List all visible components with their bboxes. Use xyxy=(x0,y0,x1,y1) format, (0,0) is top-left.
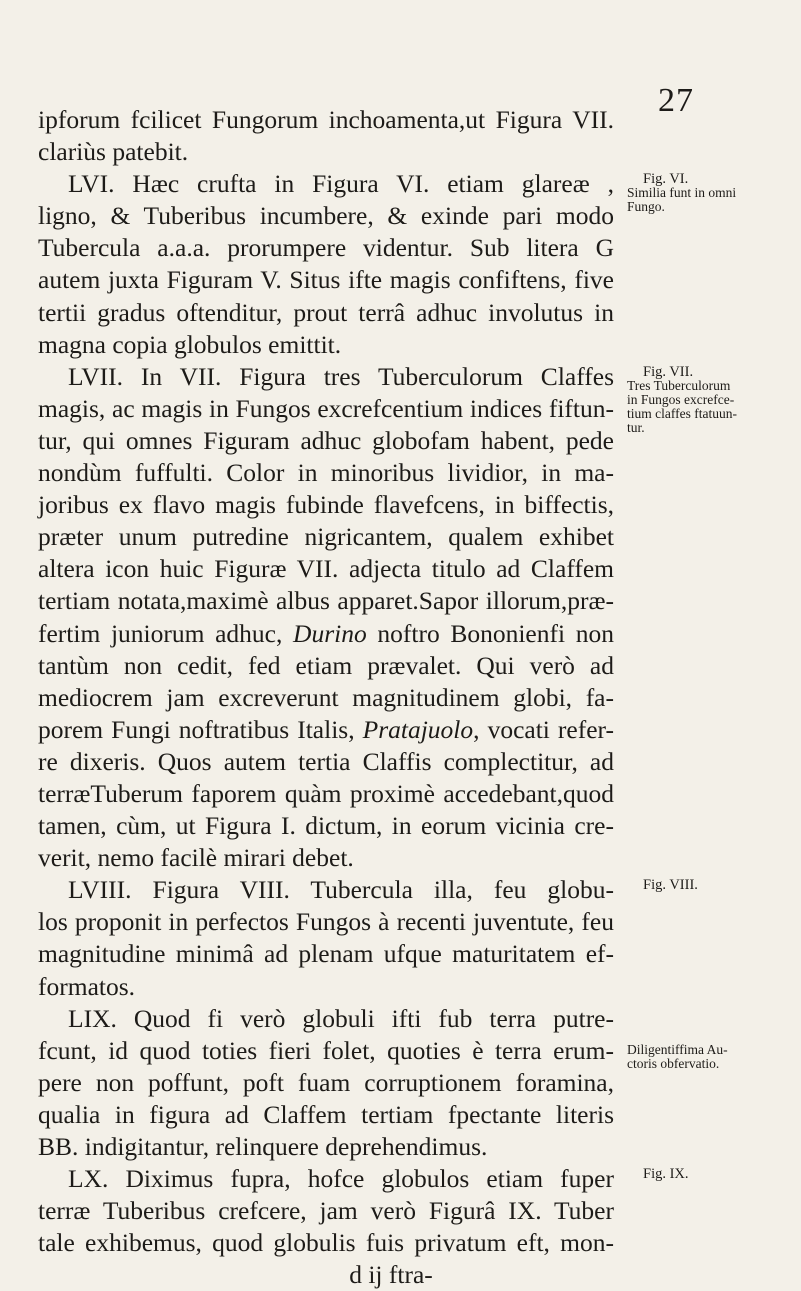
italic-term: Durino xyxy=(293,618,367,648)
margin-note-text: Diligentiffima Au- xyxy=(627,1041,728,1057)
margin-note xyxy=(627,1043,797,1071)
main-text-column xyxy=(38,104,614,1291)
italic-term: Pratajuolo xyxy=(362,714,474,744)
text-line: Tubercula a.a.a. prorumpere videntur. Sub litera G xyxy=(38,233,614,263)
text-line: mediocrem jam excreverunt magnitudinem globi, fa- xyxy=(38,682,614,712)
text-line: terræTuberum faporem quàm proximè accedebant,quod xyxy=(38,778,614,808)
text-line: BB. indigitantur, relinquere deprehendimus. xyxy=(38,1132,488,1161)
text-line: joribus ex flavo magis fubinde flavefcens, in biffectis, xyxy=(38,490,614,520)
margin-note xyxy=(627,878,797,892)
margin-note xyxy=(627,365,797,435)
text-line: tertiam notata,maximè albus apparet.Sapor illorum,præ- xyxy=(38,586,614,616)
margin-note xyxy=(627,1167,797,1181)
margin-note-text: in Fungos excrefce- xyxy=(627,391,735,407)
text-line: tertii gradus oftenditur, prout terrâ adhuc involutus in xyxy=(38,297,614,327)
text-line: ligno, & Tuberibus incumbere, & exinde pari modo xyxy=(38,201,614,231)
margin-figure-ref: Fig. VII. xyxy=(643,363,694,380)
text-line: magis, ac magis in Fungos excrefcentium indices fiftun- xyxy=(38,393,614,423)
text-line: clariùs patebit. xyxy=(38,137,189,167)
text-line: magnitudine minimâ ad plenam ufque maturitatem ef- xyxy=(38,939,614,969)
text-line: verit, nemo facilè mirari debet. xyxy=(38,843,354,873)
text-line: ipforum fcilicet Fungorum inchoamenta,ut Figura VII. xyxy=(38,105,614,134)
margin-note-text: Similia funt in omni xyxy=(627,185,737,201)
margin-note-text: tur. xyxy=(627,419,645,435)
text-line: LVI. Hæc crufta in Figura VI. etiam glareæ , xyxy=(68,169,614,199)
text-line: pere non poffunt, poft fuam corruptionem foramina, xyxy=(38,1067,614,1097)
text-line: præter unum putredine nigricantem, qualem exhibet xyxy=(38,522,614,552)
text-line: LX. Diximus fupra, hofce globulos etiam fuper xyxy=(68,1164,614,1194)
text-line: altera icon huic Figuræ VII. adjecta titulo ad Claffem xyxy=(38,554,614,584)
text-line: LVII. In VII. Figura tres Tuberculorum Claffes xyxy=(68,361,614,391)
margin-note xyxy=(627,172,797,214)
text-line: tamen, cùm, ut Figura I. dictum, in eorum vicinia cre- xyxy=(38,811,614,841)
text-line: los proponit in perfectos Fungos à recenti juventute, feu xyxy=(38,907,614,937)
margin-figure-ref: Fig. VI. xyxy=(643,171,689,188)
text-line: d ij ftra- xyxy=(349,1260,433,1290)
text-line: nondùm fuffulti. Color in minoribus lividior, in ma- xyxy=(38,458,614,488)
margin-note-text: tium claffes ftatuun- xyxy=(627,405,737,421)
text-line: porem Fungi noftratibus Italis, Pratajuolo, vocati refer- xyxy=(38,714,614,744)
text-line: terræ Tuberibus crefcere, jam verò Figurâ IX. Tuber xyxy=(38,1196,614,1226)
margin-note-text: Tres Tuberculorum xyxy=(627,377,731,393)
text-line: tale exhibemus, quod globulis fuis privatum eft, mon- xyxy=(38,1228,614,1258)
text-line: autem juxta Figuram V. Situs ifte magis confiftens, five xyxy=(38,265,614,295)
margin-note-text: Fungo. xyxy=(627,199,665,215)
page-number: 27 xyxy=(658,82,694,119)
text-line: re dixeris. Quos autem tertia Claffis complectitur, ad xyxy=(38,746,614,776)
text-line: LVIII. Figura VIII. Tubercula illa, feu globu- xyxy=(68,875,614,905)
margin-figure-ref: Fig. IX. xyxy=(643,1166,689,1183)
text-line: tur, qui omnes Figuram adhuc globofam habent, pede xyxy=(38,425,614,455)
text-line: fertim juniorum adhuc, Durino noftro Bononienfi non xyxy=(38,618,614,648)
text-line: tantùm non cedit, fed etiam prævalet. Qui verò ad xyxy=(38,650,614,680)
text-line: formatos. xyxy=(38,971,136,1001)
text-line: magna copia globulos emittit. xyxy=(38,329,342,359)
text-line: fcunt, id quod toties fieri folet, quoties è terra erum- xyxy=(38,1035,614,1065)
margin-figure-ref: Fig. VIII. xyxy=(643,877,698,894)
text-line: LIX. Quod fi verò globuli ifti fub terra putre- xyxy=(68,1003,614,1033)
margin-note-text: ctoris obfervatio. xyxy=(627,1055,720,1071)
text-line: qualia in figura ad Claffem tertiam fpectante literis xyxy=(38,1099,614,1129)
